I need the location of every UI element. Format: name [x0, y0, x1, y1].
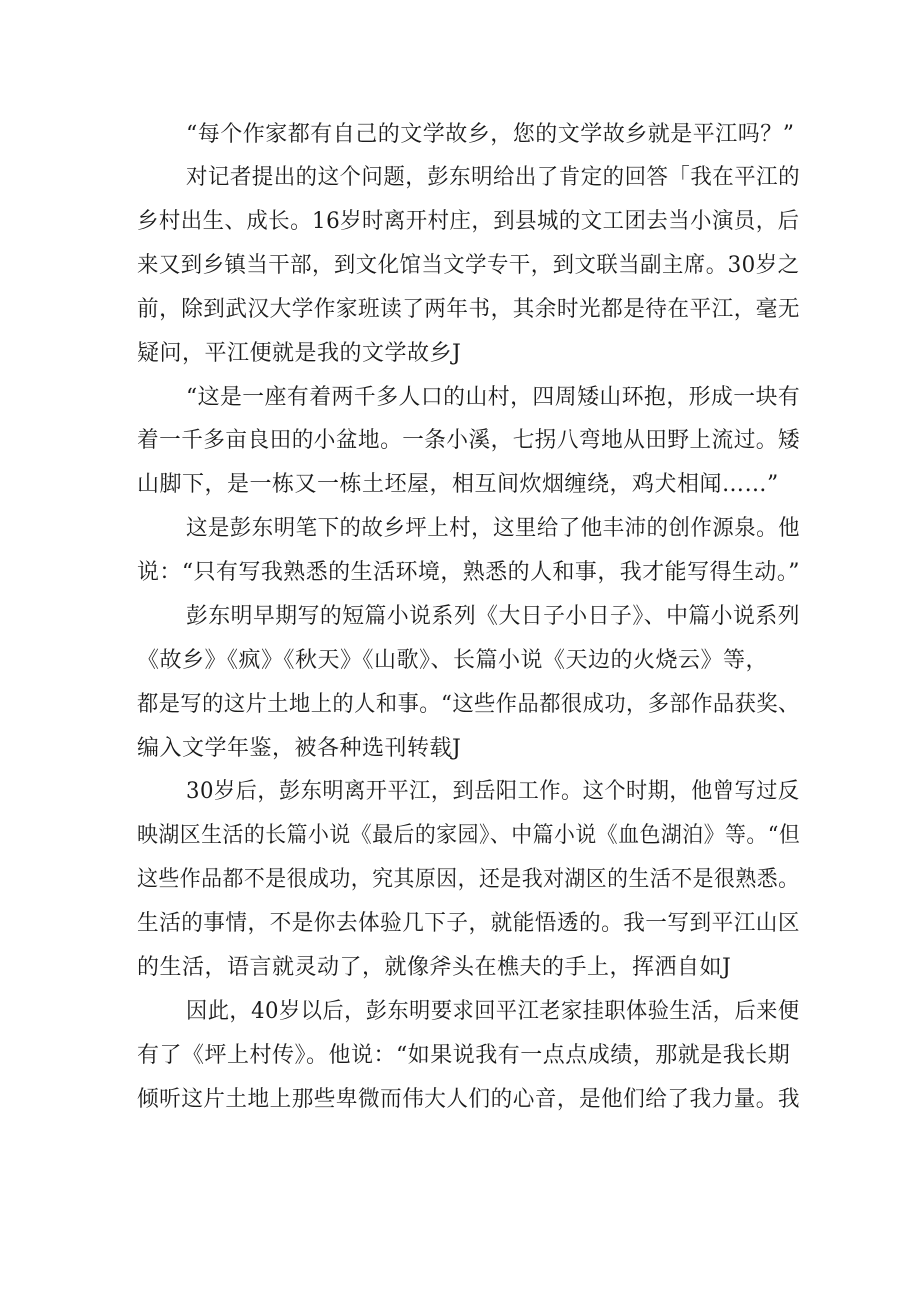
text-line: 说：“只有写我熟悉的生活环境，熟悉的人和事，我才能写得生动。” [137, 560, 800, 585]
text-line: 倾听这片土地上那些卑微而伟大人们的心音，是他们给了我力量。我 [137, 1087, 801, 1112]
text-line: 映湖区生活的长篇小说《最后的家园》、中篇小说《血色湖泊》等。“但 [137, 823, 801, 848]
text-line: 彭东明早期写的短篇小说系列《大日子小日子》、中篇小说系列 [186, 604, 801, 629]
text-line: 这些作品都不是很成功，究其原因，还是我对湖区的生活不是很熟悉。 [137, 867, 800, 892]
text-line: 山脚下，是一栋又一栋土坯屋，相互间炊烟缠绕，鸡犬相闻……” [137, 472, 779, 497]
text-line: 来又到乡镇当干部，到文化馆当文学专干，到文联当副主席。30岁之 [137, 253, 800, 278]
text-line: 因此，40岁以后，彭东明要求回平江老家挂职体验生活，后来便 [186, 999, 800, 1024]
text-line: 《故乡》《疯》《秋天》《山歌》、长篇小说《天边的火烧云》等， [137, 648, 769, 673]
text-line: 都是写的这片土地上的人和事。“这些作品都很成功，多部作品获奖、 [137, 692, 800, 717]
text-line: 的生活，语言就灵动了，就像斧头在樵夫的手上，挥洒自如J [137, 955, 732, 980]
text-line: “这是一座有着两千多人口的山村，四周矮山环抱，形成一块有 [186, 385, 801, 410]
text-line: 生活的事情，不是你去体验几下子，就能悟透的。我一写到平江山区 [137, 911, 801, 936]
text-line: 疑问，平江便就是我的文学故乡J [137, 341, 462, 366]
text-line: 这是彭东明笔下的故乡坪上村，这里给了他丰沛的创作源泉。他 [186, 516, 801, 541]
text-line: 对记者提出的这个问题，彭东明给出了肯定的回答「我在平江的 [186, 165, 801, 190]
text-line: 着一千多亩良田的小盆地。一条小溪，七拐八弯地从田野上流过。矮 [137, 428, 801, 453]
text-line: “每个作家都有自己的文学故乡，您的文学故乡就是平江吗？” [186, 122, 795, 147]
text-line: 30岁后，彭东明离开平江，到岳阳工作。这个时期，他曾写过反 [186, 779, 800, 804]
text-line: 编入文学年鉴，被各种选刊转载J [137, 736, 462, 761]
text-line: 前，除到武汉大学作家班读了两年书，其余时光都是待在平江，毫无 [137, 297, 801, 322]
text-line: 乡村出生、成长。16岁时离开村庄，到县城的文工团去当小演员，后 [137, 209, 800, 234]
text-line: 有了《坪上村传》。他说：“如果说我有一点点成绩，那就是我长期 [137, 1043, 791, 1068]
